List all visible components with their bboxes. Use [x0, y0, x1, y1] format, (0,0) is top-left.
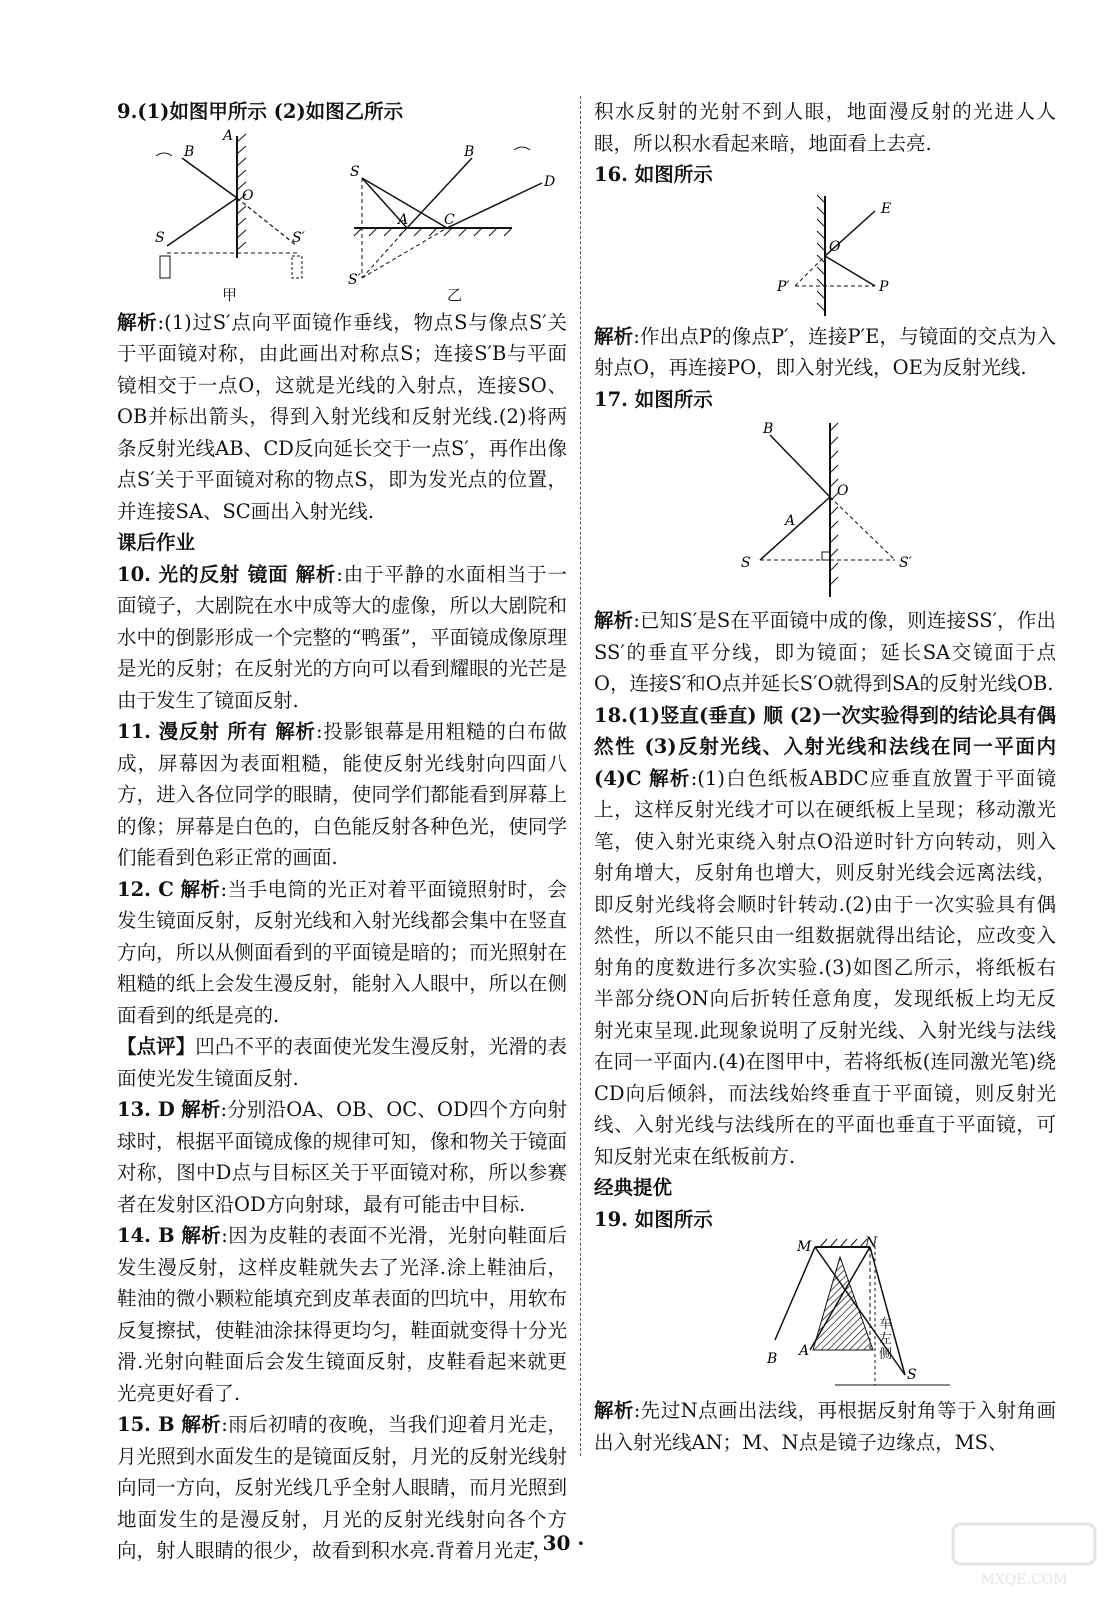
analysis-text: :(1)过S′点向平面镜作垂线，物点S与像点S′关于平面镜对称，由此画出对称点S；连接S′B与平面镜相交于一点O，这就是光线的入射点，连接SO、OB并标出箭头，得到入射光线和反射光线.(2)将两条反射光线AB、CD反向延长交于一点S′，再作出像点S′关于平面镜对称的物点S，即为发光点的位置，并连接SA、SC画出入射光线. [117, 310, 567, 523]
svg-text:A: A [785, 513, 796, 529]
analysis-text: :因为皮鞋的表面不光滑，光射向鞋面后发生漫反射，这样皮鞋就失去了光泽.涂上鞋油后，鞋油的微小颗粒能填充到皮革表面的凹坑中，用软布反复擦拭，使鞋油涂抹得更均匀，鞋面就变得十分光滑.光射向鞋面后会发生镜面反射，皮鞋看起来就更光亮更好看了. [117, 1224, 567, 1405]
q18-answer [594, 700, 1056, 1173]
svg-text:P′: P′ [777, 278, 790, 295]
q12-comment [117, 1031, 567, 1094]
q13-answer [117, 1094, 567, 1220]
svg-text:B: B [184, 143, 195, 160]
analysis-label: 解析 [594, 609, 634, 632]
svg-text:O: O [829, 238, 841, 255]
analysis-text: :投影银幕是用粗糙的白布做成，屏幕因为表面粗糙，能使反射光线射向四面八方，进入各位同学的眼睛，使同学们都能看到屏幕上的像；屏幕是白色的，白色能反射各种色光，使同学们能看到色彩正常的画面. [117, 720, 567, 869]
q12-heading: 12. C [117, 877, 174, 901]
analysis-label: 解析 [181, 1224, 222, 1247]
analysis-label: 解析 [181, 1413, 222, 1436]
q11-answer [117, 716, 567, 874]
svg-text:S′: S′ [292, 229, 305, 246]
q10-answer [117, 559, 567, 717]
analysis-text: :当手电筒的光正对着平面镜照射时，会发生镜面反射，反射光线和入射光线都会集中在竖直方向，所以从侧面看到的平面镜是暗的；而光照射在粗糙的纸上会发生漫反射，能射入人眼中，所以在侧面看到的纸是亮的. [117, 877, 567, 1027]
svg-text:S′: S′ [899, 555, 912, 571]
q9-heading: 9.(1)如图甲所示 (2)如图乙所示 [117, 100, 404, 123]
svg-text:MXQE.COM: MXQE.COM [980, 1572, 1068, 1588]
svg-text:S: S [907, 1367, 917, 1383]
q10-heading: 10. 光的反射 镜面 [117, 562, 289, 586]
analysis-label: 解析 [649, 766, 691, 790]
q17-heading: 17. 如图所示 [594, 387, 713, 411]
right-column [594, 96, 1056, 1458]
q19-figure [695, 1235, 955, 1395]
svg-text:M: M [797, 1239, 812, 1255]
analysis-label: 解析 [594, 1399, 634, 1422]
q15-continued: 积水反射的光射不到人眼，地面漫反射的光进人人眼，所以积水看起来暗，地面看上去亮. [594, 100, 1056, 155]
section2-title: 经典提优 [594, 1176, 673, 1199]
svg-text:D: D [544, 173, 556, 190]
analysis-text: :作出点P的像点P′，连接P′E，与镜面的交点为入射点O，再连接PO，即入射光线，OE为反射光线. [594, 324, 1056, 379]
q19-analysis [594, 1395, 1056, 1458]
comment-label: 【点评】 [117, 1035, 196, 1058]
svg-text:N: N [865, 1235, 878, 1251]
section-title: 课后作业 [117, 531, 196, 554]
q13-heading: 13. D [117, 1098, 175, 1121]
svg-text:B: B [767, 1351, 778, 1367]
svg-text:C: C [444, 211, 455, 228]
q12-answer [117, 874, 567, 1032]
svg-text:O: O [242, 187, 254, 204]
svg-text:E: E [881, 200, 892, 217]
q14-answer [117, 1220, 567, 1409]
analysis-label: 解析 [180, 877, 221, 901]
q19-figure-wrap [695, 1235, 955, 1395]
analysis-label: 解析 [275, 720, 316, 743]
q16-figure [725, 191, 925, 321]
q15-heading: 15. B [117, 1413, 175, 1436]
q16-analysis [594, 321, 1056, 384]
svg-text:P: P [879, 278, 889, 295]
analysis-text: :分别沿OA、OB、OC、OD四个方向射球时，根据平面镜成像的规律可知，像和物关于镜面对称，图中D点与目标区关于平面镜对称，所以参赛者在发射区沿OD方向射球，最有可能击中目标. [117, 1098, 568, 1216]
svg-text:A: A [799, 1343, 810, 1359]
analysis-text: :(1)白色纸板ABDC应垂直放置于平面镜上，这样反射光线才可以在硬纸板上呈现；移动激光笔，使入射光束绕入射点O沿逆时针方向转动，则入射角增大，反射角也增大，则反射光线会远离法线，即反射光线将会顺时针转动.(2)由于一次实验具有偶然性，所以不能只由一组数据就得出结论，应改变入射角的度数进行多次实验.(3)如图乙所示，将纸板右半部分绕ON向后折转任意角度，发现纸板上均无反射光束呈现.此现象说明了反射光线、入射光线与法线在同一平面内.(4)在图甲中，若将纸板(连同激光笔)绕CD向后倾斜，而法线始终垂直于平面镜，则反射光线、入射光线与法线所在的平面也垂直于平面镜，可知反射光束在纸板前方. [594, 766, 1056, 1168]
watermark-logo [949, 1520, 1099, 1590]
q9-caption-jia: 甲 [221, 285, 237, 304]
analysis-label: 解析 [594, 324, 634, 348]
q18-heading: 18.(1)竖直(垂直) 顺 (2)一次实验得到的结论具有偶然性 (3)反射光线、入射光线和法线在同一平面内 (4)C [594, 703, 1056, 790]
analysis-label: 解析 [181, 1098, 221, 1121]
analysis-text: :先过N点画出法线，再根据反射角等于入射角画出入射光线AN；M、N点是镜子边缘点，MS、 [594, 1399, 1056, 1454]
q9-caption-yi: 乙 [446, 285, 462, 304]
q11-heading: 11. 漫反射 所有 [117, 720, 269, 743]
q9-analysis [117, 307, 567, 528]
svg-text:A: A [223, 127, 234, 144]
q16-heading: 16. 如图所示 [594, 163, 713, 186]
svg-text:S: S [741, 555, 751, 571]
svg-text:S: S [155, 229, 165, 246]
svg-text:S′: S′ [348, 271, 361, 288]
analysis-label: 解析 [117, 310, 158, 334]
page-number: · 30 · [528, 1531, 585, 1555]
q9-figure [122, 128, 562, 288]
analysis-text: :由于平静的水面相当于一面镜子，大剧院在水中成等大的虚像，所以大剧院和水中的倒影形成一个完整的“鸭蛋”，平面镜成像原理是光的反射；在反射光的方向可以看到耀眼的光芒是由于发生了镜面反射. [117, 562, 567, 712]
svg-text:O: O [837, 483, 849, 499]
svg-text:A: A [398, 211, 409, 228]
analysis-label: 解析 [295, 562, 337, 586]
comment-text: 凹凸不平的表面使光发生漫反射，光滑的表面使光发生镜面反射. [117, 1035, 567, 1090]
analysis-text: :已知S′是S在平面镜中成的像，则连接SS′，作出SS′的垂直平分线，即为镜面；延长SA交镜面于点O，连接S′和O点并延长S′O就得到SA的反射光线OB. [594, 609, 1056, 695]
column-divider [580, 96, 581, 1456]
svg-text:B: B [464, 143, 475, 160]
analysis-text: :雨后初晴的夜晚，当我们迎着月光走，月光照到水面发生的是镜面反射，月光的反射光线射向同一方向，反射光线几乎全射人眼睛，而月光照到地面发生的是漫反射，月光的反射光线射向各个方向，射人眼睛的很少，故看到积水亮.背着月光走， [117, 1413, 567, 1562]
q19-car-label: 车左侧 [879, 1317, 893, 1362]
q19-heading: 19. 如图所示 [594, 1207, 713, 1231]
q17-figure [705, 415, 945, 605]
svg-text:B: B [763, 421, 774, 437]
svg-text:S: S [350, 163, 360, 180]
q17-analysis [594, 605, 1056, 700]
q14-heading: 14. B [117, 1224, 175, 1247]
left-column [117, 96, 567, 1567]
